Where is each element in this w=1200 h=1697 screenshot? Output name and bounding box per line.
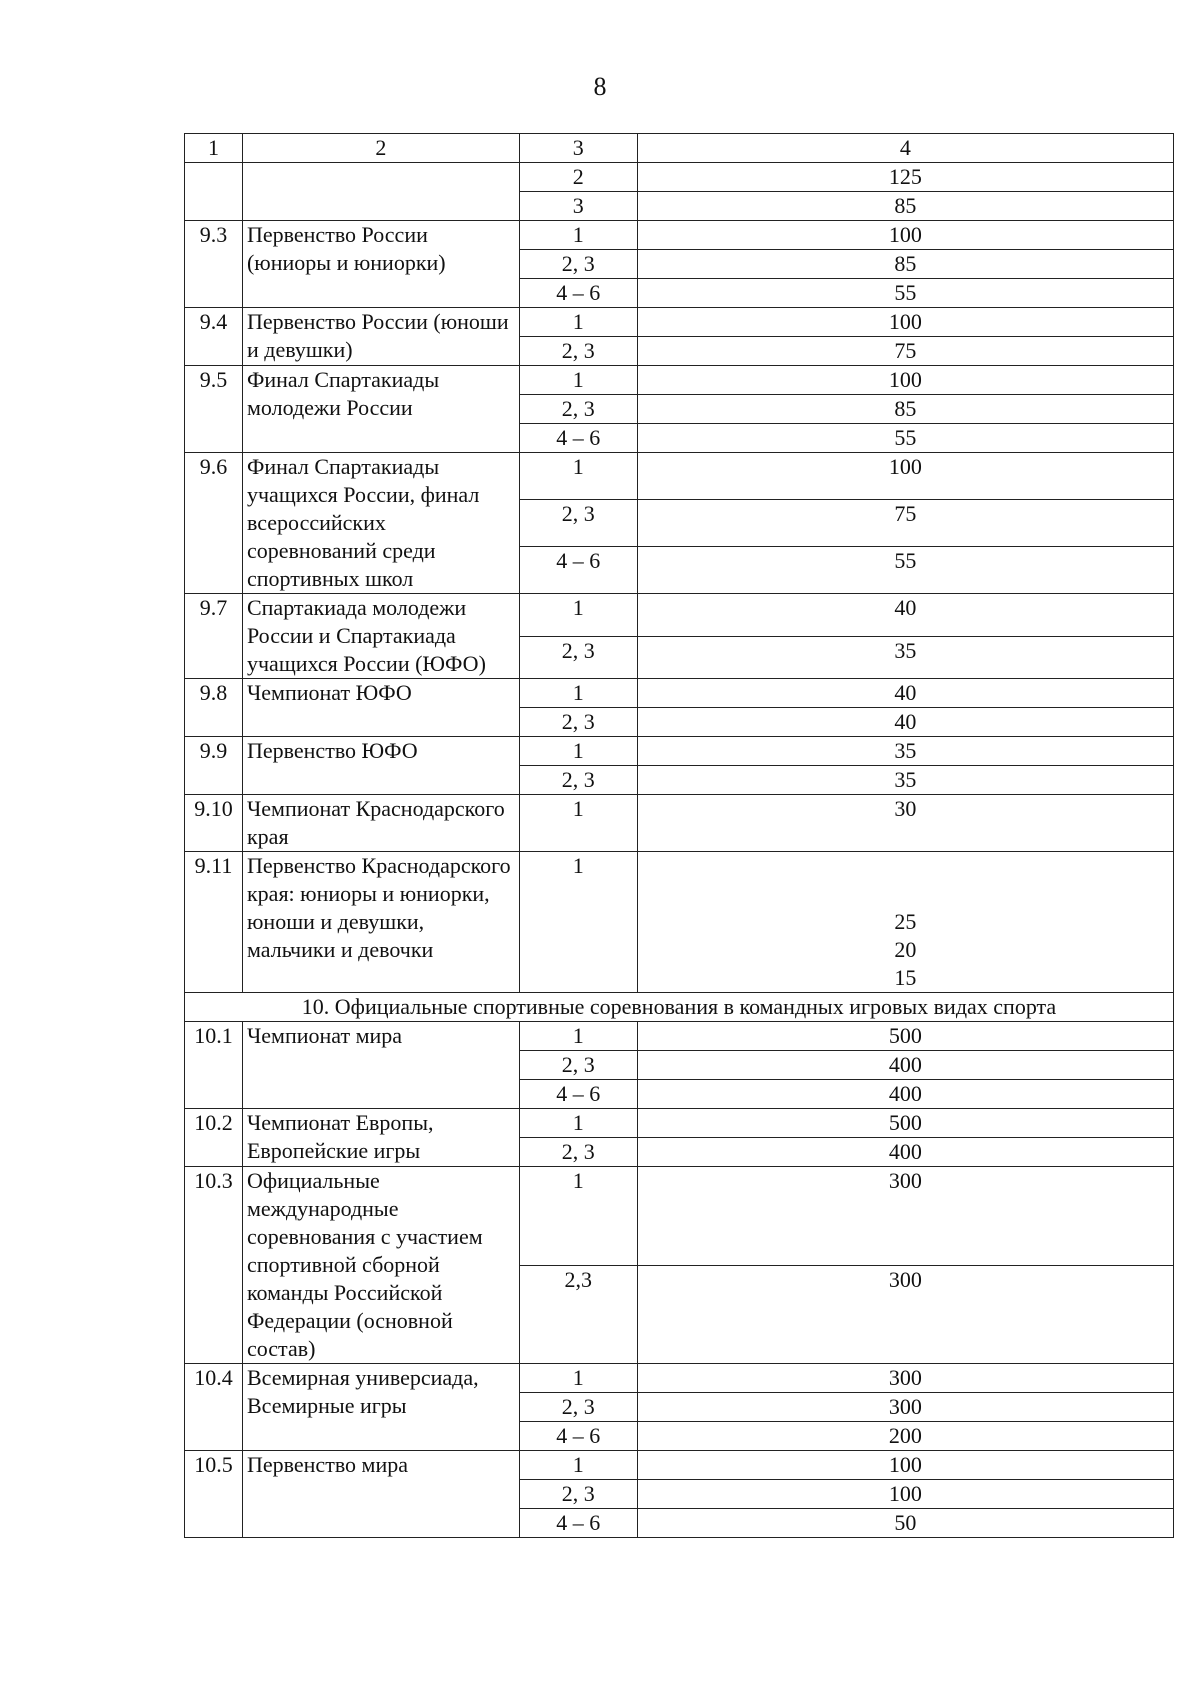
points-cell: 35 [637,737,1173,766]
points-cell: 40 [637,594,1173,637]
competition-name: Первенство России (юноши и девушки) [242,308,519,366]
points-cell: 35 [637,636,1173,679]
points-cell: 400 [637,1080,1173,1109]
competition-name: Первенство мира [242,1451,519,1538]
place-cell: 4 – 6 [519,424,637,453]
place-cell: 4 – 6 [519,1509,637,1538]
place-cell: 4 – 6 [519,279,637,308]
points-cell: 55 [637,547,1173,594]
points-value: 15 [894,965,917,990]
item-number: 10.2 [185,1109,243,1167]
competition-name: Официальные международные соревнования с участием спортивной сборной команды Российской Федерации (основной состав) [242,1167,519,1364]
points-cell: 75 [637,337,1173,366]
points-cell: 85 [637,395,1173,424]
place-cell: 1 [519,453,637,500]
page-number: 8 [593,72,607,101]
points-cell: 100 [637,1480,1173,1509]
place-cell: 1 [519,1167,637,1266]
item-number: 10.4 [185,1364,243,1451]
competition-name: Финал Спартакиады учащихся России, финал всероссийских соревнований среди спортивных школ [242,453,519,594]
place-cell: 4 – 6 [519,1080,637,1109]
place-cell: 2, 3 [519,1480,637,1509]
table-row [185,1167,1174,1266]
place-cell: 1 [519,679,637,708]
place-cell: 1 [519,1109,637,1138]
table-row [185,594,1174,637]
item-number [185,163,243,221]
table-row [185,163,1174,192]
table-row [185,1109,1174,1138]
points-table-body [185,134,1174,1538]
points-cell: 35 [637,766,1173,795]
place-cell: 4 – 6 [519,547,637,594]
points-table [184,133,1174,1538]
place-cell: 1 [519,795,637,852]
points-cell: 55 [637,279,1173,308]
place-cell: 1 [519,1022,637,1051]
section-title: 10. Официальные спортивные соревнования в командных игровых видах спорта [185,993,1174,1022]
points-cell: 75 [637,500,1173,547]
points-cell: 50 [637,1509,1173,1538]
section-row [185,993,1174,1022]
place-cell: 1 [519,366,637,395]
points-cell: 500 [637,1022,1173,1051]
item-number: 9.11 [185,852,243,993]
place-cell: 1 [519,308,637,337]
table-row [185,1022,1174,1051]
points-cell: 40 [637,679,1173,708]
competition-name: Первенство ЮФО [242,737,519,795]
item-number: 9.7 [185,594,243,679]
header-cell: 3 [519,134,637,163]
item-number: 9.8 [185,679,243,737]
competition-name: Чемпионат Краснодарского края [242,795,519,852]
points-cell: 30 [637,795,1173,852]
points-cell: 300 [637,1393,1173,1422]
place-cell: 2,3 [519,1265,637,1364]
points-cell: 400 [637,1051,1173,1080]
points-cell: 300 [637,1265,1173,1364]
table-row [185,366,1174,395]
table-row [185,1451,1174,1480]
points-cell [637,852,1173,993]
item-number: 9.5 [185,366,243,453]
points-cell: 400 [637,1138,1173,1167]
place-cell: 2, 3 [519,250,637,279]
place-cell: 1 [519,221,637,250]
points-cell: 100 [637,221,1173,250]
place-cell: 3 [519,192,637,221]
place-cell: 4 – 6 [519,1422,637,1451]
item-number: 10.5 [185,1451,243,1538]
table-row [185,1364,1174,1393]
points-cell: 85 [637,250,1173,279]
table-row [185,679,1174,708]
points-cell: 500 [637,1109,1173,1138]
place-cell: 1 [519,852,637,993]
points-cell: 100 [637,366,1173,395]
place-cell: 1 [519,737,637,766]
place-cell: 2, 3 [519,337,637,366]
competition-name: Чемпионат ЮФО [242,679,519,737]
points-cell: 125 [637,163,1173,192]
header-cell: 2 [242,134,519,163]
item-number: 10.3 [185,1167,243,1364]
competition-name: Всемирная универсиада, Всемирные игры [242,1364,519,1451]
points-cell: 100 [637,1451,1173,1480]
item-number: 10.1 [185,1022,243,1109]
place-cell: 2, 3 [519,1393,637,1422]
competition-name: Первенство Краснодарского края: юниоры и юниорки, юноши и девушки, мальчики и девочки [242,852,519,993]
competition-name: Спартакиада молодежи России и Спартакиада учащихся России (ЮФО) [242,594,519,679]
place-cell: 2, 3 [519,766,637,795]
place-cell: 2, 3 [519,1138,637,1167]
place-cell: 1 [519,1364,637,1393]
points-value: 20 [894,937,917,962]
points-cell: 100 [637,453,1173,500]
place-cell: 2, 3 [519,500,637,547]
place-cell: 1 [519,594,637,637]
table-row [185,852,1174,993]
points-cell: 200 [637,1422,1173,1451]
competition-name: Финал Спартакиады молодежи России [242,366,519,453]
competition-name: Чемпионат Европы, Европейские игры [242,1109,519,1167]
competition-name: Чемпионат мира [242,1022,519,1109]
item-number: 9.10 [185,795,243,852]
place-cell: 2, 3 [519,708,637,737]
place-cell: 1 [519,1451,637,1480]
place-cell: 2, 3 [519,1051,637,1080]
place-cell: 2, 3 [519,636,637,679]
points-cell: 100 [637,308,1173,337]
header-cell: 1 [185,134,243,163]
header-row [185,134,1174,163]
item-number: 9.4 [185,308,243,366]
table-row [185,453,1174,500]
header-cell: 4 [637,134,1173,163]
points-cell: 85 [637,192,1173,221]
place-cell: 2 [519,163,637,192]
item-number: 9.9 [185,737,243,795]
points-cell: 300 [637,1364,1173,1393]
table-row [185,308,1174,337]
table-row [185,221,1174,250]
item-number: 9.3 [185,221,243,308]
item-number: 9.6 [185,453,243,594]
points-cell: 40 [637,708,1173,737]
table-row [185,737,1174,766]
place-cell: 2, 3 [519,395,637,424]
points-cell: 300 [637,1167,1173,1266]
competition-name [242,163,519,221]
points-cell: 55 [637,424,1173,453]
points-value: 25 [894,909,917,934]
competition-name: Первенство России (юниоры и юниорки) [242,221,519,308]
table-row [185,795,1174,852]
